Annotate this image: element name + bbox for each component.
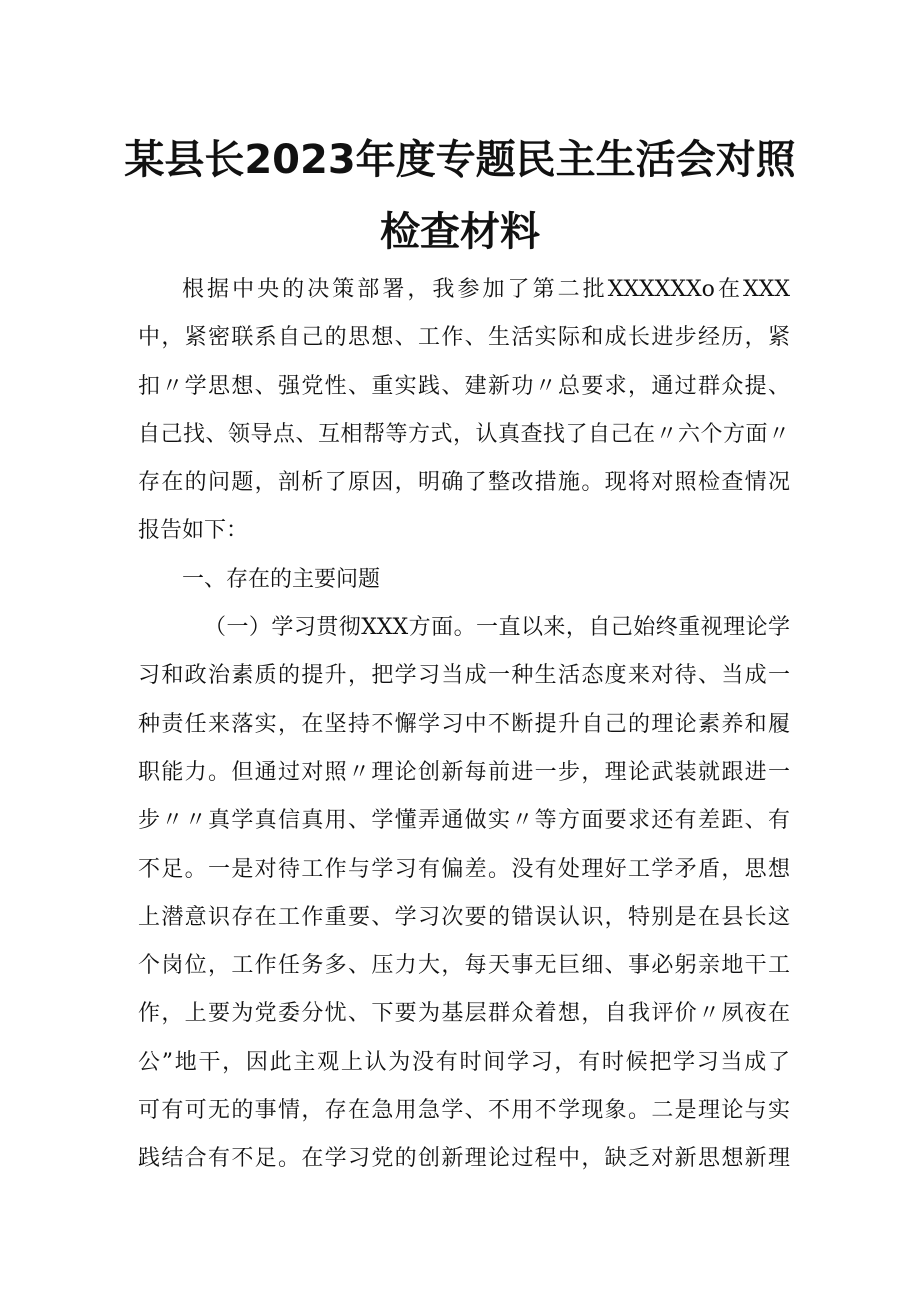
paragraph-line: 根据中央的决策部署，我参加了第二批XXXXXXo在XXX (182, 277, 790, 302)
paragraph-line: 职能力。但通过对照〃理论创新每前进一步，理论武装就跟进一 (138, 759, 790, 785)
document-title-line-1: 某县长2023年度专题民主生活会对照 (124, 137, 796, 183)
paragraph-line: 作，上要为党委分忧、下要为基层群众着想，自我评价〃夙夜在 (138, 1001, 790, 1027)
paragraph-line: 种责任来落实，在坚持不懈学习中不断提升自己的理论素养和履 (138, 711, 790, 737)
document-body (138, 266, 790, 1184)
paragraph-line: 可有可无的事情，存在急用急学、不用不学现象。二是理论与实 (138, 1098, 790, 1124)
section-heading: 一、存在的主要问题 (182, 566, 381, 592)
paragraph-line: （一）学习贯彻XXX方面。一直以来，自己始终重视理论学 (204, 615, 790, 641)
paragraph-line: 个岗位，工作任务多、压力大，每天事无巨细、事必躬亲地干工 (138, 953, 790, 979)
paragraph-line: 践结合有不足。在学习党的创新理论过程中，缺乏对新思想新理 (138, 1146, 790, 1172)
document-title-line-2: 检查材料 (380, 209, 540, 255)
paragraph-line: 存在的问题，剖析了原因，明确了整改措施。现将对照检查情况 (138, 470, 790, 496)
paragraph-line: 报告如下： (138, 518, 249, 544)
paragraph-line: 公”地干，因此主观上认为没有时间学习，有时候把学习当成了 (138, 1049, 790, 1075)
paragraph-line: 中，紧密联系自己的思想、工作、生活实际和成长进步经历，紧 (138, 325, 790, 351)
paragraph-line: 习和政治素质的提升，把学习当成一种生活态度来对待、当成一 (138, 663, 790, 689)
paragraph-line: 不足。一是对待工作与学习有偏差。没有处理好工学矛盾，思想 (138, 856, 790, 882)
paragraph-line: 自己找、领导点、互相帮等方式，认真查找了自己在〃六个方面〃 (138, 421, 790, 447)
paragraph-line: 扣〃学思想、强党性、重实践、建新功〃总要求，通过群众提、 (138, 373, 790, 399)
paragraph-line: 上潜意识存在工作重要、学习次要的错误认识，特别是在县长这 (138, 904, 790, 930)
paragraph-line: 步〃〃真学真信真用、学懂弄通做实〃等方面要求还有差距、有 (138, 808, 790, 834)
